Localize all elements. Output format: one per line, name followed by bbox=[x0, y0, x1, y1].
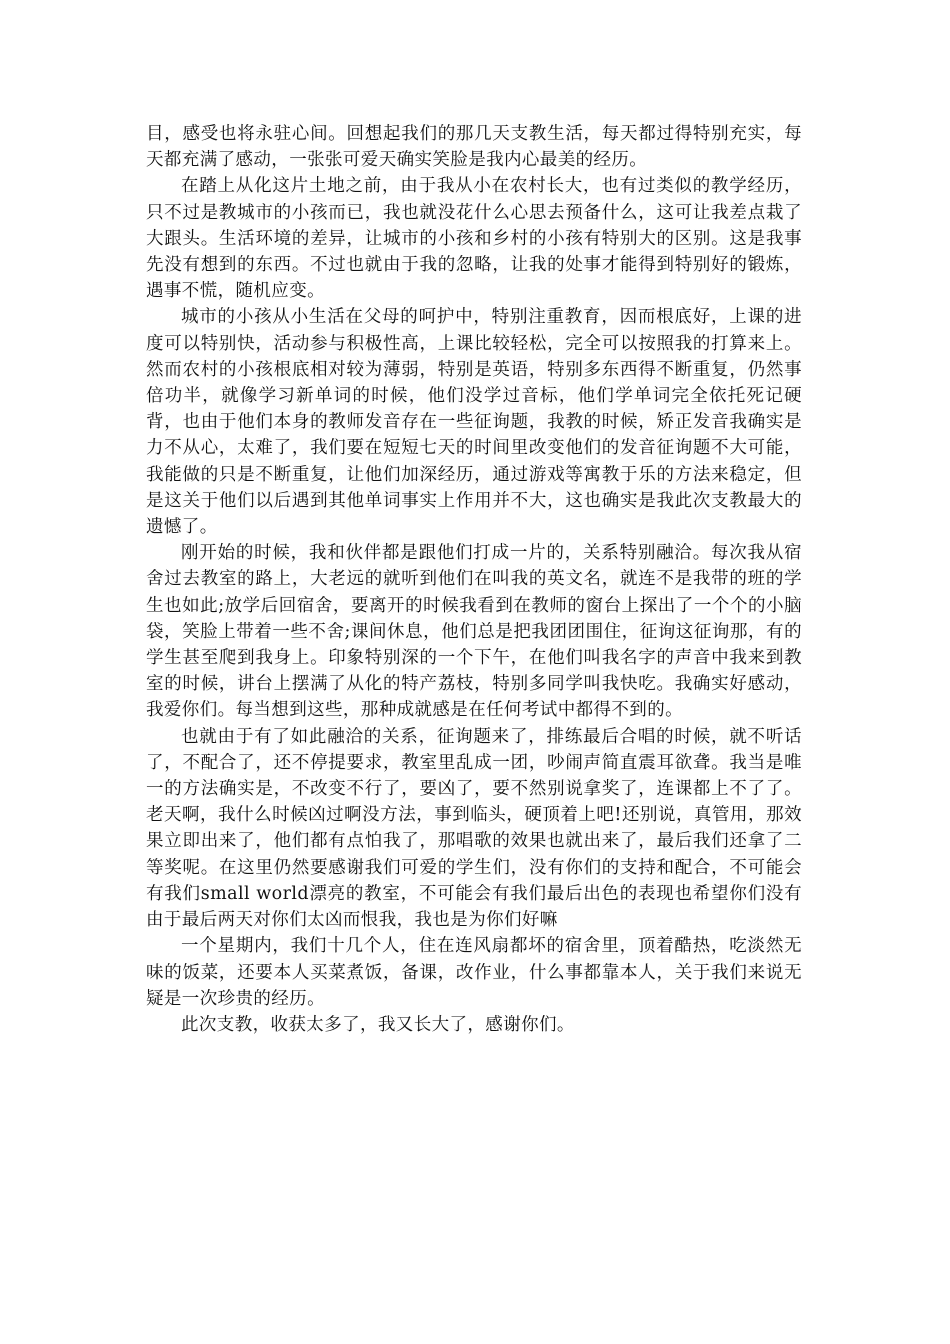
paragraph: 刚开始的时候，我和伙伴都是跟他们打成一片的，关系特别融洽。每次我从宿舍过去教室的路上，大老远的就听到他们在叫我的英文名，就连不是我带的班的学生也如此;放学后回宿舍，要离开的时候我看到在教师的窗台上探出了一个个的小脑袋，笑脸上带着一些不舍;课间休息，他们总是把我团团围住，征询这征询那，有的学生甚至爬到我身上。印象特别深的一个下午，在他们叫我名字的声音中我来到教室的时候，讲台上摆满了从化的特产荔枝，特别多同学叫我快吃。我确实好感动，我爱你们。每当想到这些，那种成就感是在任何考试中都得不到的。 bbox=[146, 543, 802, 721]
paragraph: 也就由于有了如此融洽的关系，征询题来了，排练最后合唱的时候，就不听话了，不配合了，还不停提要求，教室里乱成一团，吵闹声简直震耳欲聋。我当是唯一的方法确实是，不改变不行了，要凶了，要不然别说拿奖了，连课都上不了了。老天啊，我什么时候凶过啊没方法，事到临头，硬顶着上吧!还别说，真管用，那效果立即出来了，他们都有点怕我了，那唱歌的效果也就出来了，最后我们还拿了二等奖呢。在这里仍然要感谢我们可爱的学生们，没有你们的支持和配合，不可能会有我们small world漂亮的教室，不可能会有我们最后出色的表现也希望你们没有由于最后两天对你们太凶而恨我，我也是为你们好嘛 bbox=[146, 726, 802, 931]
paragraph-continuation: 目，感受也将永驻心间。回想起我们的那几天支教生活，每天都过得特别充实，每天都充满了感动，一张张可爱天确实笑脸是我内心最美的经历。 bbox=[146, 124, 802, 171]
paragraph: 城市的小孩从小生活在父母的呵护中，特别注重教育，因而根底好，上课的进度可以特别快，活动参与积极性高，上课比较轻松，完全可以按照我的打算来上。然而农村的小孩根底相对较为薄弱，特别是英语，特别多东西得不断重复，仍然事倍功半，就像学习新单词的时候，他们没学过音标，他们学单词完全依托死记硬背，也由于他们本身的教师发音存在一些征询题，我教的时候，矫正发音我确实是力不从心，太难了，我们要在短短七天的时间里改变他们的发音征询题不大可能，我能做的只是不断重复，让他们加深经历，通过游戏等寓教于乐的方法来稳定，但是这关于他们以后遇到其他单词事实上作用并不大，这也确实是我此次支教最大的遗憾了。 bbox=[146, 307, 802, 538]
paragraph: 一个星期内，我们十几个人，住在连风扇都坏的宿舍里，顶着酷热，吃淡然无味的饭菜，还要本人买菜煮饭，备课，改作业，什么事都靠本人，关于我们来说无疑是一次珍贵的经历。 bbox=[146, 936, 802, 1009]
paragraph: 此次支教，收获太多了，我又长大了，感谢你们。 bbox=[181, 1014, 575, 1035]
document-body bbox=[146, 121, 802, 1038]
paragraph: 在踏上从化这片土地之前，由于我从小在农村长大，也有过类似的教学经历，只不过是教城市的小孩而已，我也就没花什么心思去预备什么，这可让我差点栽了大跟头。生活环境的差异，让城市的小孩和乡村的小孩有特别大的区别。这是我事先没有想到的东西。不过也就由于我的忽略，让我的处事才能得到特别好的锻炼，遇事不慌，随机应变。 bbox=[146, 176, 802, 302]
